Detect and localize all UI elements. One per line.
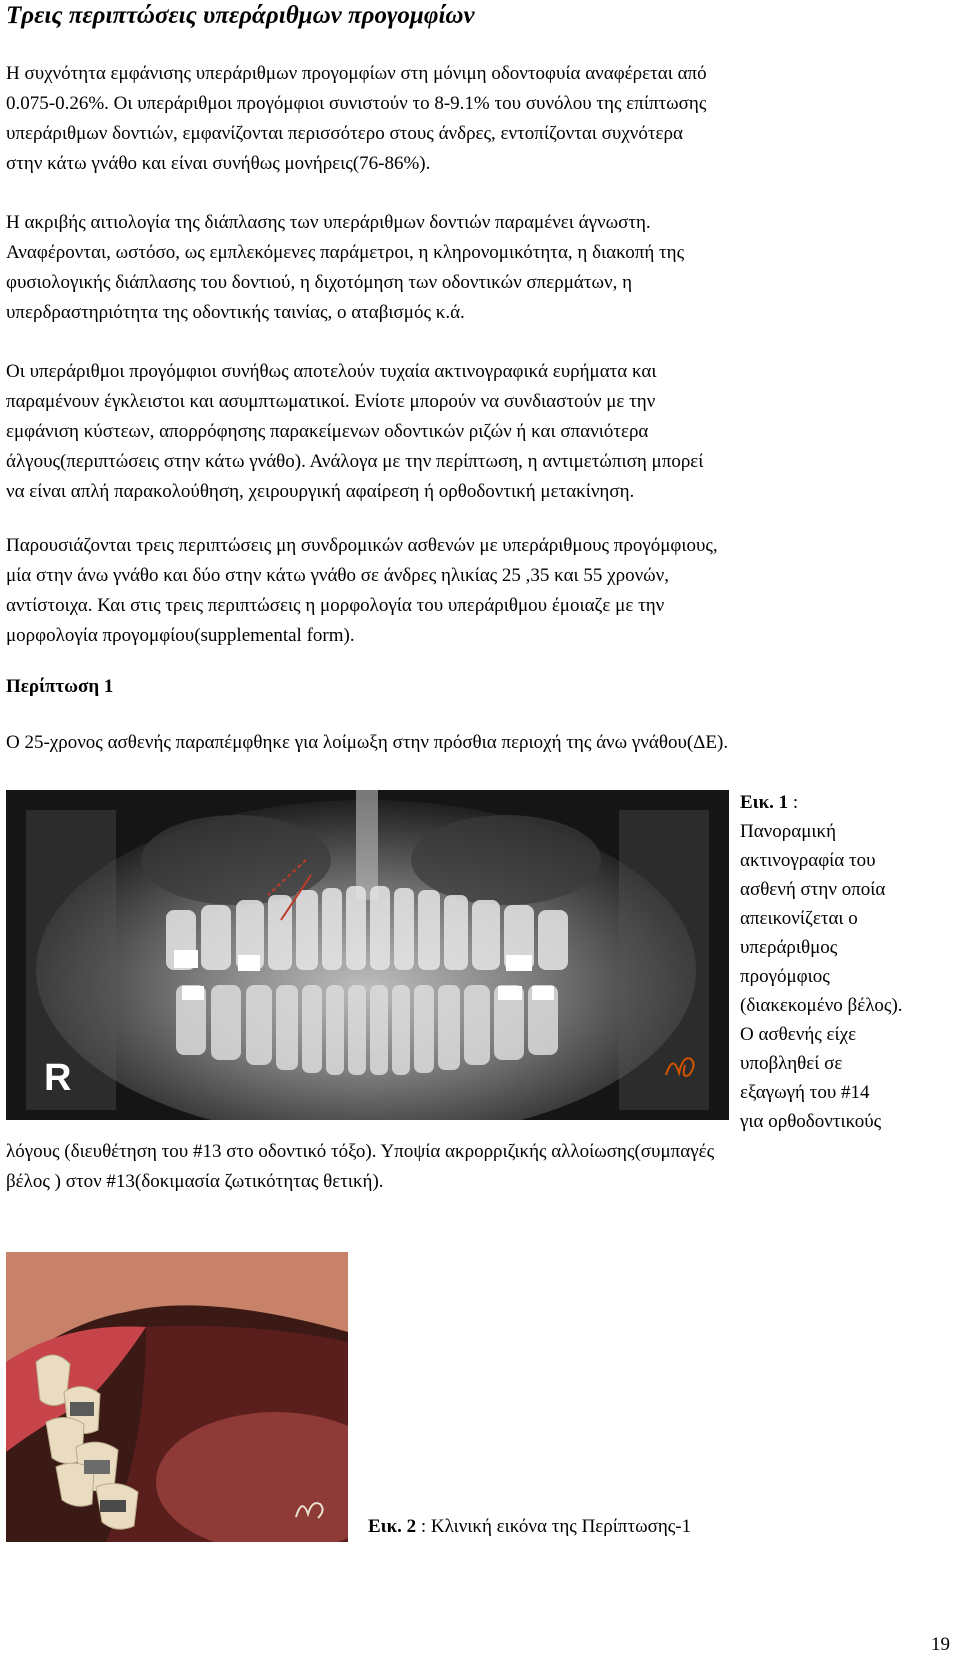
panoramic-xray-image	[6, 790, 729, 1120]
text-line: Η συχνότητα εμφάνισης υπεράριθμων προγομφίων στη μόνιμη οδοντοφυία αναφέρεται από	[6, 63, 707, 84]
text-line: Ο 25-χρονος ασθενής παραπέμφθηκε για λοίμωξη στην πρόσθια περιοχή της άνω γνάθου(ΔΕ).	[6, 732, 729, 753]
caption-line: υποβληθεί σε	[740, 1053, 843, 1074]
text-line: να είναι απλή παρακολούθηση, χειρουργική αφαίρεση ή ορθοδοντική μετακίνηση.	[6, 481, 635, 502]
clinical-photo-image	[6, 1252, 348, 1542]
paragraph-findings	[6, 357, 946, 507]
text-line: άλγους(περιπτώσεις στην κάτω γνάθο). Ανάλογα με την περίπτωση, η αντιμετώπιση μπορεί	[6, 451, 704, 472]
text-line: εμφάνιση κύστεων, απορρόφησης παρακείμενων οδοντικών ριζών ή και σπανιότερα	[6, 421, 649, 442]
caption-line: Ο ασθενής είχε	[740, 1024, 857, 1045]
paragraph-cases-intro	[6, 531, 946, 651]
caption-line: ασθενή στην οποία	[740, 879, 886, 900]
paragraph-etiology	[6, 208, 946, 328]
caption-line: εξαγωγή του #14	[740, 1082, 870, 1103]
caption-line: βέλος ) στον #13(δοκιμασία ζωτικότητας θετική).	[6, 1171, 384, 1192]
text-line: Αναφέρονται, ωστόσο, ως εμπλεκόμενες παράμετροι, η κληρονομικότητα, η διακοπή της	[6, 242, 685, 263]
caption-line: (διακεκομένο βέλος).	[740, 995, 903, 1016]
paragraph-prevalence	[6, 59, 946, 179]
caption-line: λόγους (διευθέτηση του #13 στο οδοντικό τόξο). Υποψία ακρορριζικής αλλοίωσης(συμπαγές	[6, 1141, 715, 1162]
text-line: αντίστοιχα. Και στις τρεις περιπτώσεις η μορφολογία του υπεράριθμου έμοιαζε με την	[6, 595, 665, 616]
text-line: Η ακριβής αιτιολογία της διάπλασης των υπεράριθμων δοντιών παραμένει άγνωστη.	[6, 212, 651, 233]
text-line: Παρουσιάζονται τρεις περιπτώσεις μη συνδρομικών ασθενών με υπεράριθμους προγόμφιους,	[6, 535, 718, 556]
signature-mark	[661, 1045, 701, 1085]
caption-line: υπεράριθμος	[740, 937, 838, 958]
case-1-heading: Περίπτωση 1	[6, 676, 114, 697]
text-line: στην κάτω γνάθο και είναι συνήθως μονήρεις(76-86%).	[6, 153, 431, 174]
figure-2-label: Εικ. 2	[368, 1516, 417, 1537]
figure-1-caption	[740, 788, 950, 1136]
page-title: Τρεις περιπτώσεις υπεράριθμων προγομφίων	[6, 2, 475, 29]
text-line: υπεράριθμων δοντιών, εμφανίζονται περισσότερο στους άνδρες, εντοπίζονται συχνότερα	[6, 123, 683, 144]
text-line: 0.075-0.26%. Οι υπεράριθμοι προγόμφιοι συνιστούν το 8-9.1% του συνόλου της επίπτωσης	[6, 93, 707, 114]
figure-1-caption-continued	[6, 1137, 714, 1197]
text-line: υπερδραστηριότητα της οδοντικής ταινίας, ο αταβισμός κ.ά.	[6, 302, 465, 323]
figure-1-separator: :	[788, 792, 799, 813]
text-line: Οι υπεράριθμοι προγόμφιοι συνήθως αποτελούν τυχαία ακτινογραφικά ευρήματα και	[6, 361, 657, 382]
text-line: φυσιολογικής διάπλασης του δοντιού, η διχοτόμηση των οδοντικών σπερμάτων, η	[6, 272, 633, 293]
page-number: 19	[931, 1634, 950, 1655]
caption-line: ακτινογραφία του	[740, 850, 876, 871]
caption-line: προγόμφιος	[740, 966, 830, 987]
caption-line: απεικονίζεται ο	[740, 908, 858, 929]
text-line: παραμένουν έγκλειστοι και ασυμπτωματικοί. Ενίοτε μπορούν να συνδιαστούν με την	[6, 391, 656, 412]
text-line: μία στην άνω γνάθο και δύο στην κάτω γνάθο σε άνδρες ηλικίας 25 ,35 και 55 χρονών,	[6, 565, 670, 586]
text-line: μορφολογία προγομφίου(supplemental form).	[6, 625, 355, 646]
caption-line: για ορθοδοντικούς	[740, 1111, 882, 1132]
figure-2-caption	[368, 1512, 691, 1542]
paragraph-case-1	[6, 728, 946, 758]
figure-2-text: : Κλινική εικόνα της Περίπτωσης-1	[416, 1516, 692, 1537]
figure-1-label: Εικ. 1	[740, 792, 789, 813]
caption-line: Πανοραμική	[740, 821, 837, 842]
radiograph-marker-r: R	[44, 1057, 72, 1099]
